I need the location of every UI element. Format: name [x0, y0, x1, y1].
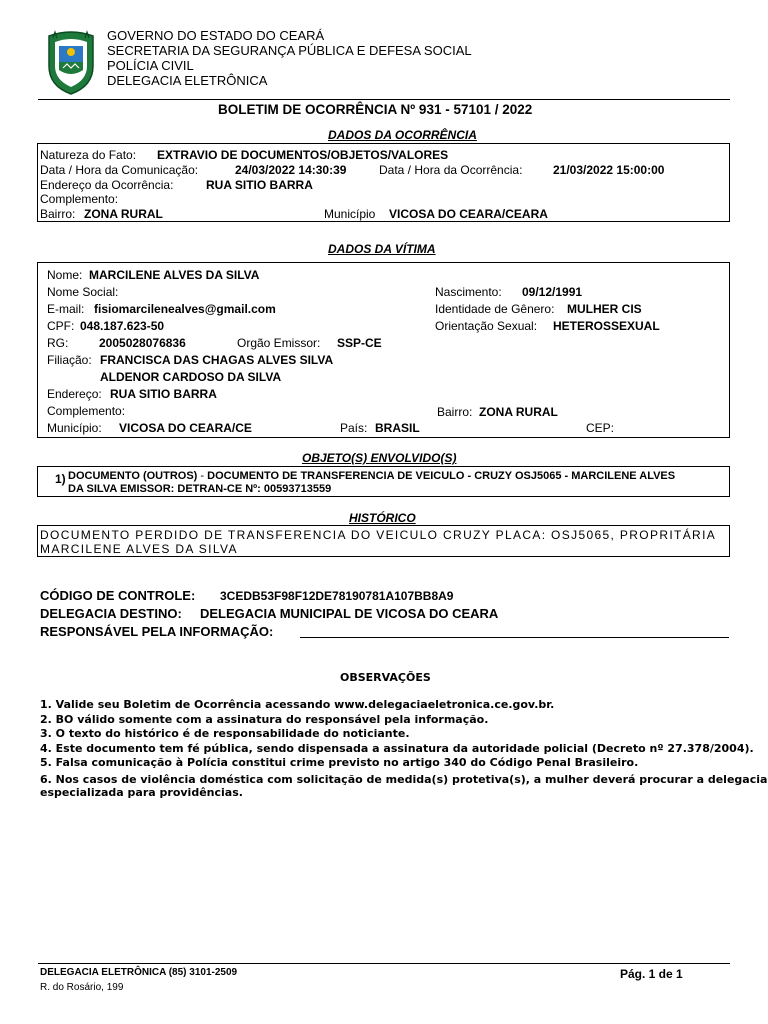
rg-value: 2005028076836 — [99, 336, 186, 350]
codigo-controle-label: CÓDIGO DE CONTROLE: — [40, 588, 196, 603]
endereco-vitima-value: RUA SITIO BARRA — [110, 387, 217, 401]
genero-label: Identidade de Gênero: — [435, 302, 555, 316]
observacao-6-line-2: especializada para providências. — [40, 786, 243, 799]
footer-divider — [38, 963, 730, 964]
email-label: E-mail: — [47, 302, 85, 316]
email-value: fisiomarcilenealves@gmail.com — [94, 302, 276, 316]
pais-value: BRASIL — [375, 421, 420, 435]
pais-label: País: — [340, 421, 368, 435]
header-line-4: DELEGACIA ELETRÔNICA — [107, 73, 268, 88]
objeto-number: 1) — [55, 472, 66, 486]
nome-value: MARCILENE ALVES DA SILVA — [89, 268, 260, 282]
header-line-2: SECRETARIA DA SEGURANÇA PÚBLICA E DEFESA SOCIAL — [107, 43, 472, 58]
endereco-vitima-label: Endereço: — [47, 387, 102, 401]
footer-delegacia: DELEGACIA ELETRÔNICA (85) 3101-2509 — [40, 967, 238, 978]
orgao-value: SSP-CE — [337, 336, 382, 350]
data-ocorrencia-value: 21/03/2022 15:00:00 — [553, 163, 665, 177]
complemento-ocorrencia-label: Complemento: — [40, 192, 119, 206]
delegacia-destino-label: DELEGACIA DESTINO: — [40, 606, 182, 621]
municipio-vitima-value: VICOSA DO CEARA/CE — [119, 421, 252, 435]
section-historico-title: HISTÓRICO — [349, 511, 416, 525]
document-title: BOLETIM DE OCORRÊNCIA Nº 931 - 57101 / 2022 — [218, 102, 533, 117]
municipio-ocorrencia-label: Município — [324, 207, 376, 221]
observacao-2: 2. BO válido somente com a assinatura do responsável pela informação. — [40, 713, 489, 726]
bairro-ocorrencia-label: Bairro: — [40, 207, 76, 221]
endereco-ocorrencia-label: Endereço da Ocorrência: — [40, 178, 174, 192]
observacoes-title: OBSERVAÇÕES — [340, 671, 431, 684]
header-line-3: POLÍCIA CIVIL — [107, 58, 194, 73]
cpf-value: 048.187.623-50 — [80, 319, 165, 333]
section-objetos-title: OBJETO(S) ENVOLVIDO(S) — [302, 451, 457, 465]
section-ocorrencia-title: DADOS DA OCORRÊNCIA — [328, 128, 477, 142]
vitima-box — [37, 262, 730, 438]
observacao-3: 3. O texto do histórico é de responsabilidade do noticiante. — [40, 727, 410, 740]
municipio-ocorrencia-value: VICOSA DO CEARA/CEARA — [389, 207, 548, 221]
responsavel-label: RESPONSÁVEL PELA INFORMAÇÃO: — [40, 624, 274, 639]
objeto-separator: - — [197, 470, 208, 482]
objeto-line-2: DA SILVA EMISSOR: DETRAN-CE Nº: 00593713559 — [68, 483, 332, 495]
observacao-1: 1. Valide seu Boletim de Ocorrência acessando www.delegaciaeletronica.ce.gov.br. — [40, 698, 555, 711]
genero-value: MULHER CIS — [567, 302, 642, 316]
state-crest — [45, 28, 97, 96]
nascimento-label: Nascimento: — [435, 285, 502, 299]
header-divider — [38, 99, 730, 100]
orgao-label: Orgão Emissor: — [237, 336, 321, 350]
data-ocorrencia-label: Data / Hora da Ocorrência: — [379, 163, 523, 177]
nascimento-value: 09/12/1991 — [522, 285, 583, 299]
section-vitima-title: DADOS DA VÍTIMA — [328, 242, 436, 256]
filiacao-label: Filiação: — [47, 353, 92, 367]
comunicacao-value: 24/03/2022 14:30:39 — [235, 163, 347, 177]
filiacao-2-value: ALDENOR CARDOSO DA SILVA — [100, 370, 282, 384]
delegacia-destino-value: DELEGACIA MUNICIPAL DE VICOSA DO CEARA — [200, 606, 499, 621]
observacao-5: 5. Falsa comunicação à Polícia constitui crime previsto no artigo 340 do Código Penal Brasileiro. — [40, 756, 639, 769]
endereco-ocorrencia-value: RUA SITIO BARRA — [206, 178, 313, 192]
observacao-4: 4. Este documento tem fé pública, sendo dispensada a assinatura da autoridade policial (Decreto nº 27.378/2004). — [40, 742, 754, 755]
footer-address: R. do Rosário, 199 — [40, 982, 124, 993]
rg-label: RG: — [47, 336, 69, 350]
footer-page-number: Pág. 1 de 1 — [620, 967, 683, 981]
signature-line — [300, 637, 729, 638]
observacao-6-line-1: 6. Nos casos de violência doméstica com solicitação de medida(s) protetiva(s), a mulher deverá procurar a delegacia — [40, 773, 768, 786]
cep-label: CEP: — [586, 421, 615, 435]
natureza-label: Natureza do Fato: — [40, 148, 137, 162]
objeto-description: DOCUMENTO DE TRANSFERENCIA DE VEICULO - CRUZY OSJ5065 - MARCILENE ALVES — [207, 470, 676, 482]
crest-icon — [45, 28, 97, 96]
historico-line-2: MARCILENE ALVES DA SILVA — [40, 542, 238, 556]
header-line-1: GOVERNO DO ESTADO DO CEARÁ — [107, 28, 325, 43]
complemento-vitima-label: Complemento: — [47, 404, 126, 418]
comunicacao-label: Data / Hora da Comunicação: — [40, 163, 199, 177]
bairro-ocorrencia-value: ZONA RURAL — [84, 207, 163, 221]
natureza-value: EXTRAVIO DE DOCUMENTOS/OBJETOS/VALORES — [157, 148, 449, 162]
filiacao-1-value: FRANCISCA DAS CHAGAS ALVES SILVA — [100, 353, 334, 367]
bairro-vitima-value: ZONA RURAL — [479, 405, 558, 419]
orientacao-value: HETEROSSEXUAL — [553, 319, 660, 333]
orientacao-label: Orientação Sexual: — [435, 319, 538, 333]
codigo-controle-value: 3CEDB53F98F12DE78190781A107BB8A9 — [220, 589, 454, 603]
nome-social-label: Nome Social: — [47, 285, 119, 299]
cpf-label: CPF: — [47, 319, 75, 333]
objeto-line-1 — [68, 470, 675, 482]
nome-label: Nome: — [47, 268, 83, 282]
objeto-type: DOCUMENTO (OUTROS) — [68, 470, 198, 482]
municipio-vitima-label: Município: — [47, 421, 102, 435]
bairro-vitima-label: Bairro: — [437, 405, 473, 419]
historico-line-1: DOCUMENTO PERDIDO DE TRANSFERENCIA DO VEICULO CRUZY PLACA: OSJ5065, PROPRITÁRIA — [40, 528, 717, 542]
